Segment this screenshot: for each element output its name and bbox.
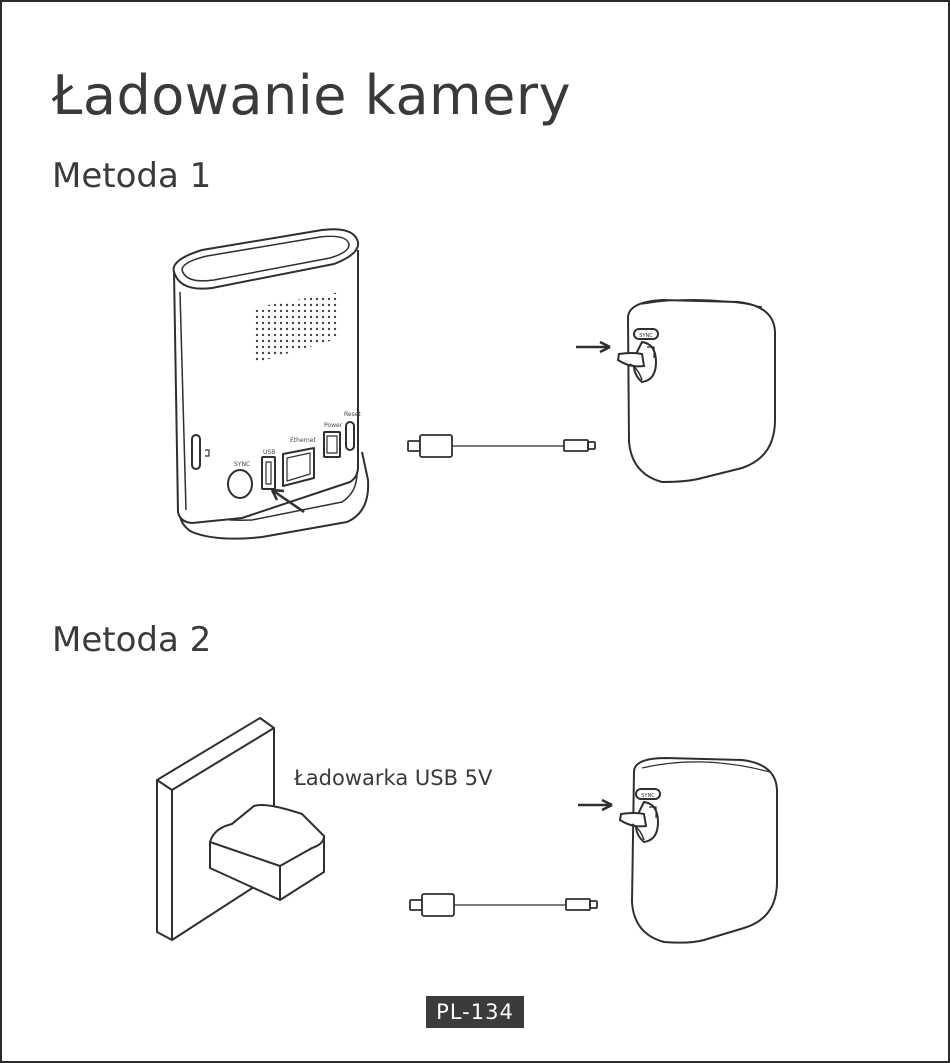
port-label-power: Power — [324, 422, 343, 429]
method-2-heading: Metoda 2 — [52, 620, 212, 660]
page-title: Ładowanie kamery — [52, 64, 572, 127]
port-label-usb: USB — [263, 449, 276, 456]
wall-charger-illustration — [157, 718, 324, 940]
usb-cable-2 — [410, 894, 597, 916]
camera-sync-label-2: SYNC — [641, 793, 655, 799]
port-label-reset: Reset — [344, 411, 361, 418]
page-number-badge: PL-134 — [426, 996, 524, 1028]
usb-cable-1 — [408, 435, 595, 457]
camera-illustration-2 — [578, 758, 777, 943]
port-label-ethernet: Ethernet — [290, 437, 316, 444]
camera-illustration-1 — [576, 300, 775, 482]
port-label-sync: SYNC — [234, 461, 251, 468]
method-1-heading: Metoda 1 — [52, 156, 212, 196]
illustrations — [2, 2, 948, 1061]
base-station-illustration — [174, 229, 369, 538]
camera-sync-label-1: SYNC — [639, 333, 653, 339]
usb-charger-label: Ładowarka USB 5V — [294, 766, 493, 790]
